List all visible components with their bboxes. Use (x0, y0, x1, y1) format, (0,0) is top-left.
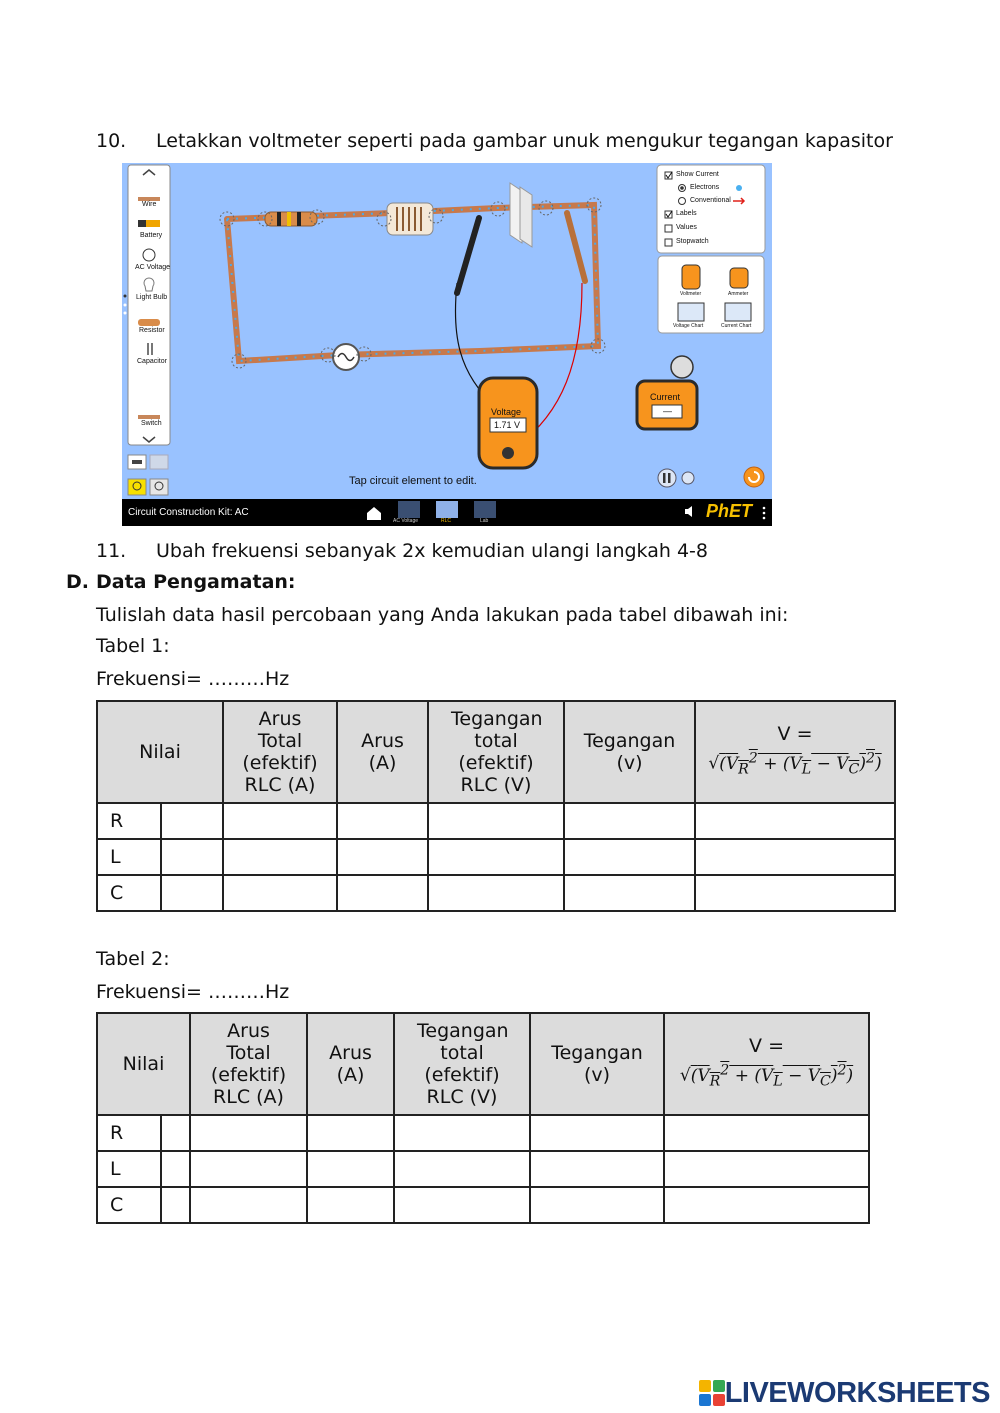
step-number: 11. (96, 540, 127, 562)
tool-label-battery: Battery (140, 232, 163, 239)
header-formula: V = $√(V_R^2 + (V_L - V_C)^2)$ (664, 1013, 869, 1115)
table-header-row (97, 1013, 869, 1115)
conventional-radio[interactable]: Conventional (690, 197, 731, 204)
voltmeter-tool-icon (682, 265, 700, 289)
screen-ac-voltage-label[interactable]: AC Voltage (393, 518, 419, 524)
red-probe (567, 213, 585, 281)
header-arus-total: Arus Total (efektif) RLC (A) (190, 1013, 307, 1115)
liveworksheets-logo-text: LIVEWORKSHEETS (724, 1376, 990, 1409)
header-arus: Arus (A) (307, 1013, 394, 1115)
tool-label-capacitor: Capacitor (137, 358, 167, 365)
table-row: L (97, 1151, 869, 1187)
data-table-1 (96, 700, 896, 912)
section-letter: D. (66, 571, 89, 593)
pause-button (658, 469, 676, 487)
header-nilai: Nilai (97, 1013, 190, 1115)
header-tegangan-total: Tegangan total (efektif) RLC (V) (428, 701, 564, 803)
header-nilai: Nilai (97, 701, 223, 803)
impedance-voltage-formula: $√(V_R^2 + (V_L - V_C)^2)$ (708, 750, 882, 778)
show-current-checkbox[interactable]: Show Current (676, 171, 719, 178)
step-button (682, 472, 694, 484)
screen-lab-icon (474, 501, 496, 518)
values-checkbox[interactable]: Values (676, 224, 697, 231)
reset-all-button (744, 467, 764, 487)
data-table-2 (96, 1012, 870, 1224)
screen-lab-label[interactable]: Lab (480, 518, 489, 524)
edit-hint: Tap circuit element to edit. (349, 475, 477, 487)
table-row: C (97, 1187, 869, 1223)
header-tegangan-total: Tegangan total (efektif) RLC (V) (394, 1013, 530, 1115)
table-row: L (97, 839, 895, 875)
table-2-caption: Tabel 2: (96, 948, 170, 970)
ac-source-icon (143, 249, 155, 261)
tool-label-ac-voltage: AC Voltage (135, 264, 171, 271)
black-probe (457, 218, 479, 293)
zoom-out-button (128, 479, 146, 495)
current-chart-icon (725, 303, 751, 321)
current-chart-tool-label[interactable]: Current Chart (721, 323, 752, 329)
header-tegangan: Tegangan (v) (564, 701, 695, 803)
resistor-icon (138, 319, 160, 326)
section-title: Data Pengamatan: (96, 571, 296, 593)
table-1-caption: Tabel 1: (96, 635, 170, 657)
header-formula: V = $√(V_R^2 + (V_L - V_C)^2)$ (695, 701, 895, 803)
liveworksheets-logo-icon (699, 1380, 725, 1406)
voltmeter-tool-label[interactable]: Voltmeter (680, 291, 702, 297)
instruction-text: Tulislah data hasil percobaan yang Anda lakukan pada tabel dibawah ini: (96, 604, 789, 626)
table-header-row (97, 701, 895, 803)
table-row: R (97, 803, 895, 839)
capacitor-icon (147, 343, 149, 355)
tool-label-light-bulb: Light Bulb (136, 294, 168, 301)
electrons-radio[interactable]: Electrons (690, 184, 720, 191)
switch-icon (138, 415, 160, 419)
options-panel (657, 165, 765, 253)
step-number: 10. (96, 130, 127, 152)
step-text: Letakkan voltmeter seperti pada gambar unuk mengukur tegangan kapasitor (156, 130, 893, 152)
tool-label-resistor: Resistor (139, 327, 165, 334)
voltage-chart-icon (678, 303, 704, 321)
app-title: Circuit Construction Kit: AC (128, 507, 249, 518)
ammeter-label: Current (650, 392, 681, 402)
header-arus: Arus (A) (337, 701, 428, 803)
screen-ac-voltage-icon (398, 501, 420, 518)
header-tegangan: Tegangan (v) (530, 1013, 664, 1115)
ammeter-reading: — (663, 406, 672, 416)
voltage-chart-tool-label[interactable]: Voltage Chart (673, 323, 704, 329)
schematic-toggle-button (150, 455, 168, 469)
table-1-frequency: Frekuensi= ………Hz (96, 668, 290, 690)
ammeter-tool-icon (730, 268, 748, 288)
tool-label-switch: Switch (141, 420, 162, 427)
screen-rlc-icon (436, 501, 458, 518)
header-arus-total: Arus Total (efektif) RLC (A) (223, 701, 337, 803)
step-11 (96, 539, 708, 563)
zoom-in-button (150, 479, 168, 495)
section-heading (66, 570, 296, 594)
table-2-frequency: Frekuensi= ………Hz (96, 981, 290, 1003)
phet-logo[interactable]: PhET (706, 501, 753, 521)
voltmeter-label: Voltage (491, 407, 522, 417)
impedance-voltage-formula: $√(V_R^2 + (V_L - V_C)^2)$ (679, 1062, 854, 1090)
step-text: Ubah frekuensi sebanyak 2x kemudian ulangi langkah 4-8 (156, 540, 708, 562)
ammeter-tool-label[interactable]: Ammeter (728, 291, 749, 297)
table-row: C (97, 875, 895, 911)
phet-simulator-screenshot (122, 163, 772, 526)
voltmeter-reading: 1.71 V (494, 420, 521, 430)
tool-label-wire: Wire (142, 201, 157, 208)
ammeter-probe (671, 356, 693, 378)
simulator-graphics (122, 163, 772, 526)
table-row: R (97, 1115, 869, 1151)
liveworksheets-logo[interactable] (699, 1378, 990, 1408)
screen-rlc-label[interactable]: RLC (441, 518, 452, 524)
labels-checkbox[interactable]: Labels (676, 210, 697, 217)
stopwatch-checkbox[interactable]: Stopwatch (676, 238, 709, 245)
step-10 (96, 129, 893, 153)
light-bulb-icon (144, 278, 154, 291)
